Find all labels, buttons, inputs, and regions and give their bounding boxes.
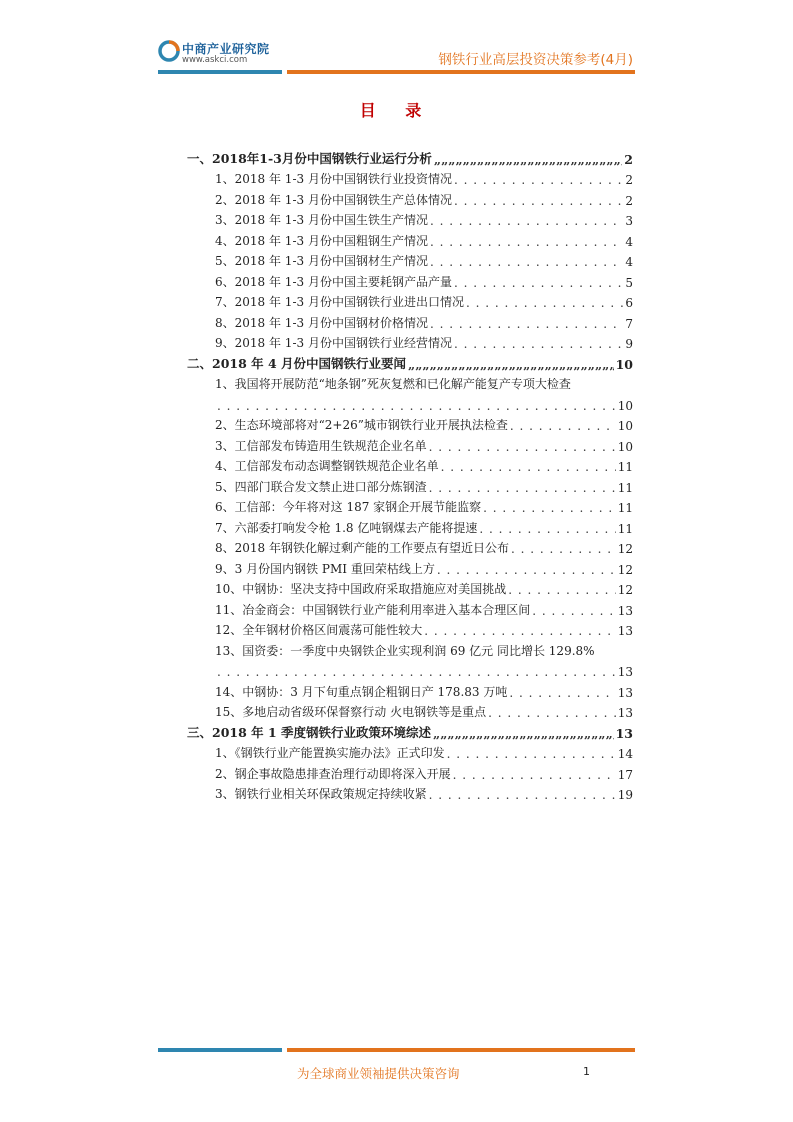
toc-leader [429, 440, 616, 454]
toc-entry-title: 1、我国将开展防范“地条钢”死灰复燃和已化解产能复产专项大检查 [215, 377, 571, 391]
toc-entry-title: 5、四部门联合发文禁止进口部分炼钢渣 [215, 479, 427, 494]
document-title: 钢铁行业高层投资决策参考(4月) [438, 52, 633, 68]
toc-leader [466, 296, 623, 310]
toc-item-entry[interactable] [187, 310, 633, 331]
toc-entry-title: 2、钢企事故隐患排查治理行动即将深入开展 [215, 766, 451, 781]
toc-entry-title: 2、2018 年 1-3 月份中国钢铁生产总体情况 [215, 192, 452, 207]
toc-leader [454, 337, 623, 351]
toc-leader [424, 624, 615, 638]
toc-item-entry[interactable] [187, 700, 633, 721]
toc-section-entry[interactable] [187, 351, 633, 372]
toc-item-entry[interactable] [187, 638, 633, 659]
toc-entry-title: 1、2018 年 1-3 月份中国钢铁行业投资情况 [215, 172, 452, 186]
toc-item-entry[interactable] [187, 536, 633, 557]
toc-entry-title: 15、多地启动省级环保督察行动 火电钢铁等是重点 [215, 705, 487, 719]
header-rule-orange [287, 70, 635, 74]
toc-entry-title: 7、六部委打响发令枪 1.8 亿吨钢煤去产能将提速 [215, 520, 478, 535]
toc-entry-title: 14、中钢协：3 月下旬重点钢企粗钢日产 178.83 万吨 [215, 684, 508, 699]
toc-item-entry[interactable] [187, 269, 633, 290]
toc-leader [511, 542, 616, 556]
toc-leader [433, 726, 614, 741]
toc-leader [429, 481, 616, 495]
toc-entry-page: 13 [617, 624, 633, 638]
toc-item-entry[interactable] [187, 249, 633, 270]
toc-entry-title: 13、国资委：一季度中央钢铁企业实现利润 69 亿元 同比增长 129.8% [215, 643, 595, 658]
toc-item-entry[interactable] [187, 413, 633, 434]
toc-entry-page: 11 [617, 501, 633, 515]
toc-entry-title: 一、2018年1-3月份中国钢铁行业运行分析 [187, 150, 432, 166]
toc-leader [217, 399, 616, 413]
toc-entry-title: 7、2018 年 1-3 月份中国钢铁行业进出口情况 [215, 295, 464, 309]
toc-leader [430, 317, 623, 331]
toc-entry-page: 13 [617, 603, 633, 618]
toc-item-entry[interactable] [187, 741, 633, 762]
toc-item-entry[interactable] [187, 618, 633, 639]
toc-leader [488, 706, 616, 720]
toc-leader [509, 686, 615, 700]
toc-leader [437, 563, 616, 577]
header-rule-blue [158, 70, 282, 74]
page-footer [0, 1040, 793, 1100]
toc-leader [447, 747, 616, 761]
toc-entry-page: 10 [617, 439, 633, 454]
toc-leader [532, 604, 615, 618]
toc-entry-page: 10 [617, 398, 633, 413]
toc-leader [483, 501, 616, 515]
toc-entry-page: 5 [625, 275, 633, 290]
toc-entry-title: 9、2018 年 1-3 月份中国钢铁行业经营情况 [215, 336, 452, 350]
toc-entry-page: 10 [617, 419, 633, 433]
toc-entry-page: 11 [617, 480, 633, 495]
toc-entry-page: 17 [617, 767, 633, 782]
toc-entry-title: 8、2018 年 1-3 月份中国钢材价格情况 [215, 315, 428, 330]
toc-item-entry[interactable] [187, 372, 633, 393]
toc-item-entry[interactable] [187, 187, 633, 208]
toc-item-entry[interactable] [187, 515, 633, 536]
toc-entry-page: 9 [625, 337, 633, 351]
toc-item-entry[interactable] [187, 433, 633, 454]
logo-name: 中商产业研究院 [182, 42, 270, 56]
toc-item-entry[interactable] [187, 474, 633, 495]
toc-entry-page: 12 [617, 583, 633, 597]
toc-entry-title: 10、中钢协：坚决支持中国政府采取措施应对美国挑战 [215, 582, 507, 596]
footer-rule-blue [158, 1048, 282, 1052]
toc-item-entry-continued[interactable] [187, 392, 633, 413]
logo [158, 40, 298, 70]
toc-item-entry[interactable] [187, 331, 633, 352]
toc-item-entry[interactable] [187, 556, 633, 577]
toc-item-entry-continued[interactable] [187, 659, 633, 680]
toc-entry-title: 3、钢铁行业相关环保政策规定持续收紧 [215, 787, 427, 801]
toc-item-entry[interactable] [187, 167, 633, 188]
toc-entry-title: 8、2018 年钢铁化解过剩产能的工作要点有望近日公布 [215, 541, 509, 555]
toc-entry-title: 三、2018 年 1 季度钢铁行业政策环境综述 [187, 724, 432, 740]
toc-entry-page: 13 [617, 665, 633, 679]
toc-entry-page: 6 [625, 296, 633, 310]
toc-leader [508, 583, 615, 597]
toc-entry-page: 13 [617, 685, 633, 700]
toc-leader [430, 235, 623, 249]
toc-item-entry[interactable] [187, 782, 633, 803]
toc-entry-title: 9、3 月份国内钢铁 PMI 重回荣枯线上方 [215, 561, 435, 576]
toc-entry-page: 14 [617, 747, 633, 761]
toc-item-entry[interactable] [187, 228, 633, 249]
table-of-contents [187, 146, 633, 802]
toc-leader [453, 768, 616, 782]
toc-leader [217, 665, 616, 679]
logo-url: www.askci.com [182, 55, 248, 65]
toc-section-entry[interactable] [187, 720, 633, 741]
toc-section-entry[interactable] [187, 146, 633, 167]
toc-entry-page: 12 [617, 562, 633, 577]
toc-entry-title: 11、冶金商会：中国钢铁行业产能利用率进入基本合理区间 [215, 602, 531, 617]
toc-item-entry[interactable] [187, 679, 633, 700]
toc-leader [454, 194, 623, 208]
toc-entry-title: 4、2018 年 1-3 月份中国粗钢生产情况 [215, 233, 428, 248]
footer-slogan: 为全球商业领袖提供决策咨询 [297, 1066, 460, 1081]
toc-entry-page: 19 [617, 788, 633, 802]
toc-item-entry[interactable] [187, 290, 633, 311]
toc-leader [479, 522, 615, 536]
toc-leader [454, 173, 623, 187]
toc-leader [430, 214, 623, 228]
toc-entry-title: 1、《钢铁行业产能置换实施办法》正式印发 [215, 746, 445, 760]
toc-item-entry[interactable] [187, 577, 633, 598]
toc-entry-title: 6、工信部：今年将对这 187 家钢企开展节能监察 [215, 500, 482, 514]
toc-entry-title: 4、工信部发布动态调整钢铁规范企业名单 [215, 459, 439, 473]
toc-entry-title: 6、2018 年 1-3 月份中国主要耗钢产品产量 [215, 274, 452, 289]
footer-rule-orange [287, 1048, 635, 1052]
page-header [0, 0, 793, 80]
toc-entry-title: 12、全年钢材价格区间震荡可能性较大 [215, 623, 423, 637]
toc-entry-page: 11 [617, 460, 633, 474]
toc-entry-title: 3、2018 年 1-3 月份中国生铁生产情况 [215, 213, 428, 227]
toc-entry-page: 7 [625, 316, 633, 331]
toc-leader [441, 460, 616, 474]
toc-entry-page: 3 [625, 214, 633, 228]
page-number: 1 [583, 1065, 590, 1078]
toc-leader [429, 788, 616, 802]
toc-entry-title: 5、2018 年 1-3 月份中国钢材生产情况 [215, 254, 428, 268]
toc-entry-page: 2 [624, 151, 633, 167]
toc-entry-page: 12 [617, 542, 633, 556]
toc-entry-page: 10 [615, 356, 633, 372]
toc-leader [454, 276, 623, 290]
toc-entry-title: 3、工信部发布铸造用生铁规范企业名单 [215, 438, 427, 453]
toc-entry-page: 4 [625, 234, 633, 249]
toc-entry-page: 11 [617, 521, 633, 536]
toc-entry-page: 2 [625, 173, 633, 187]
toc-entry-page: 13 [615, 725, 633, 741]
toc-item-entry[interactable] [187, 208, 633, 229]
toc-leader [434, 152, 622, 167]
toc-entry-title: 二、2018 年 4 月份中国钢铁行业要闻 [187, 355, 407, 371]
toc-item-entry[interactable] [187, 495, 633, 516]
toc-item-entry[interactable] [187, 454, 633, 475]
toc-entry-title: 2、生态环境部将对“2+26”城市钢铁行业开展执法检查 [215, 418, 508, 432]
toc-entry-page: 4 [625, 255, 633, 269]
toc-leader [510, 419, 616, 433]
toc-leader [408, 357, 614, 372]
toc-item-entry[interactable] [187, 761, 633, 782]
toc-entry-page: 2 [625, 193, 633, 208]
toc-leader [430, 255, 623, 269]
toc-item-entry[interactable] [187, 597, 633, 618]
logo-mark-icon [158, 40, 180, 62]
toc-entry-page: 13 [617, 706, 633, 720]
toc-heading: 目 录 [359, 101, 434, 120]
